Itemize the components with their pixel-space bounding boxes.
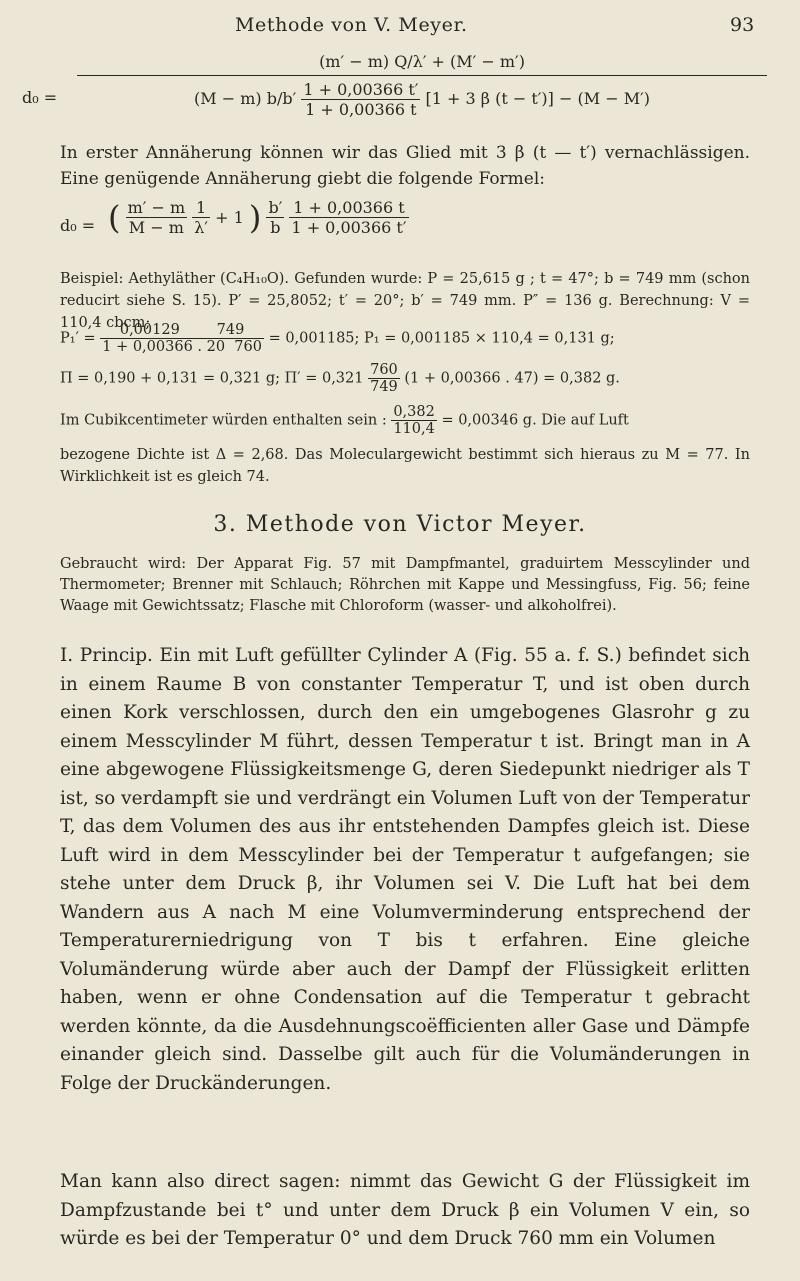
example-line5: bezogene Dichte ist Δ = 2,68. Das Moleculargewicht bestimmt sich hieraus zu M = 77. In Wirklichkeit ist es gleich 74. xyxy=(60,447,750,485)
running-title: Methode von V. Meyer. xyxy=(235,14,468,36)
formula2-lhs: d₀ = xyxy=(60,216,96,235)
formula2-t-num: 1 + 0,00366 t xyxy=(293,198,405,217)
formula1-denominator xyxy=(77,75,767,119)
example-line4: Im Cubikcentimeter würden enthalten sein : $\frac{0,382}{110,4}$ = 0,00346 g. Die auf Luft xyxy=(60,404,629,437)
formula1-den-a: (M − m) b/b′ xyxy=(194,89,297,108)
conclusion-paragraph: Man kann also direct sagen: nimmt das Gewicht G der Flüssigkeit im Dampfzustande bei t° und unter dem Druck β ein Volumen V ein, so würde es bei der Temperatur 0° und dem Druck 760 mm ein Volumen xyxy=(60,1171,750,1249)
formula1-lhs: d₀ = xyxy=(22,88,58,107)
formula2-lambda: λ′ xyxy=(194,218,209,237)
principle-paragraph: I. Princip. Ein mit Luft gefüllter Cylinder A (Fig. 55 a. f. S.) befindet sich in einem Raume B von constanter Temperatur T, und ist oben durch einen Kork verschlossen, durch den ein umgebogenes Glasrohr g zu einem Messcylinder M führt, dessen Temperatur t ist. Bringt man in A eine abgewogene Flüssigkeitsmenge G, deren Siedepunkt niedriger als T ist, so verdampft sie und verdrängt ein Volumen Luft von der Temperatur T, das dem Volumen des aus ihr entstehenden Dampfes gleich ist. Diese Luft wird in dem Messcylinder bei der Temperatur t aufgefangen; sie stehe unter dem Druck β, ihr Volumen sei V. Die Luft hat bei dem Wandern aus A nach M eine Volumverminderung entsprechend der Temperaturerniedrigung von T bis t erfahren. Eine gleiche Volumänderung würde aber auch der Dampf der Flüssigkeit erlitten haben, wenn er ohne Condensation auf die Temperatur t gebracht werden könnte, da die Ausdehnungscoëfficienten aller Gase und Dämpfe einander gleich sind. Dasselbe gilt auch für die Volumänderungen in Folge der Druckänderungen. xyxy=(60,645,750,1094)
paragraph-approximation: In erster Annäherung können wir das Glied mit 3 β (t — t′) vernachlässigen. Eine genügende Annäherung giebt die folgende Formel: xyxy=(60,143,750,189)
example-line1: Beispiel: Aethyläther (C₄H₁₀O). Gefunden wurde: P = 25,615 g ; t = 47°; b = 749 mm (schon reducirt siehe S. 15). P′ = 25,8052; t′ = 20°; b′ = 749 mm. P″ = 136 g. Berechnung: V = 110,4 cbcm; xyxy=(60,271,750,331)
section-heading: 3. Methode von Victor Meyer. xyxy=(213,512,587,537)
example-line3: Π = 0,190 + 0,131 = 0,321 g; Π′ = 0,321 $\frac{760}{749}$ (1 + 0,00366 . 47) = 0,382 g. xyxy=(60,362,620,395)
example-line2: P₁′ = $\frac{0,00129 749}{1 + 0,00366 . 20 760}$ = 0,001185; P₁ = 0,001185 × 110,4 = 0,131 g; xyxy=(60,322,615,355)
formula1-den-b: [1 + 3 β (t − t′)] − (M − M′) xyxy=(425,89,650,108)
formula2-paren-den: M − m xyxy=(126,217,188,237)
example-line2-fraction: $\frac{0,00129 749}{1 + 0,00366 . 20 760}$ xyxy=(102,322,262,355)
used-items-paragraph: Gebraucht wird: Der Apparat Fig. 57 mit Dampfmantel, graduirtem Messcylinder und Thermometer; Brenner mit Schlauch; Röhrchen mit Kappe und Messingfuss, Fig. 56; feine Waage mit Gewichtssatz; Flasche mit Chloroform (wasser- und alkoholfrei). xyxy=(60,556,750,614)
formula1-den-fraction: $\frac{1 + 0,00366 t'}{1 + 0,00366 t}$ xyxy=(303,80,419,119)
book-page: Methode von V. Meyer. 93 d₀ = (m′ − m) Q/λ′ + (M′ − m′) (M − m) b/b′ $\frac{1 + 0,00366 t'}{1 + 0,00366 t}$ [1 + 3 β (t − t′)] − (M − M′) In erster Annäherung können wir das Glied mit 3 β (t — t′) vernachlässigen. Eine genügende Annäherung giebt die folgende Formel: d₀ = ( $\frac{m' - m}{M - m}$ $\frac{1}{\lambda'}$ + 1 ) $\frac{b'}{b}$ $\frac{1 + 0,00366 t}{1 + 0,00366 t'}$ Beispiel: Aethyläther (C₄H₁₀O). Gefunden wurde: P = 25,615 g ; t = 47°; b = 749 mm (schon reducirt siehe S. 15). P′ = 25,8052; t′ = 20°; b′ = 749 mm. P″ = 136 g. Berechnung: V = 110,4 cbcm; P₁′ = $\frac{0,00129 749}{1 + 0,00366 . 20 760}$ = 0,001185; P₁ = 0,001185 × 110,4 = 0,131 g; Π = 0,190 + 0,131 = 0,321 g; Π′ = 0,321 $\frac{760}{749}$ (1 + 0,00366 . 47) = 0,382 g. Im Cubikcentimeter würden enthalten sein : $\frac{0,382}{110,4}$ = 0,00346 g. Die auf Luft bezogene Dichte ist Δ = 2,68. Das Moleculargewicht bestimmt sich hieraus zu M = 77. In Wirklichkeit ist es gleich 74. 3. Methode von Victor Meyer. Gebraucht wird: Der Apparat Fig. 57 mit Dampfmantel, graduirtem Messcylinder und Thermometer; Brenner mit Schlauch; Röhrchen mit Kappe und Messingfuss, Fig. 56; feine Waage mit Gewichtssatz; Flasche mit Chloroform (wasser- und alkoholfrei). I. Princip. Ein mit Luft gefüllter Cylinder A (Fig. 55 a. f. S.) befindet sich in einem Raume B von constanter Temperatur T, und ist oben durch einen Kork verschlossen, durch den ein umgebogenes Glasrohr g zu einem Messcylinder M führt, dessen Temperatur t ist. Bringt man in A eine abgewogene Flüssigkeitsmenge G, deren Siedepunkt niedriger als T ist, so verdampft sie und verdrängt ein Volumen Luft von der Temperatur T, das dem Volumen des aus ihr entstehenden Dampfes gleich ist. Diese Luft wird in dem Messcylinder bei der Temperatur t aufgefangen; sie stehe unter dem Druck β, ihr Volumen sei V. Die Luft hat bei dem Wandern aus A nach M eine Volumverminderung entsprechend der Temperaturerniedrigung von T bis t erfahren. Eine gleiche Volumänderung würde aber auch der Dampf der Flüssigkeit erlitten haben, wenn er ohne Condensation auf die Temperatur t gebracht werden könnte, da die Ausdehnungscoëfficienten aller Gase und Dämpfe einander gleich sind. Dasselbe gilt auch für die Volumänderungen in Folge der Druckänderungen. Man kann also direct sagen: nimmt das Gewicht G der Flüssigkeit im Dampfzustande bei t° und unter dem Druck β ein Volumen V ein, so würde es bei der Temperatur 0° und dem Druck 760 mm ein Volumen xyxy=(0,0,800,1281)
page-header xyxy=(0,14,800,44)
formula2-t-den: 1 + 0,00366 t′ xyxy=(291,218,407,237)
formula2-paren-num: m′ − m xyxy=(127,198,186,217)
formula1-numerator: (m′ − m) Q/λ′ + (M′ − m′) xyxy=(319,52,525,71)
page-number: 93 xyxy=(730,14,755,36)
